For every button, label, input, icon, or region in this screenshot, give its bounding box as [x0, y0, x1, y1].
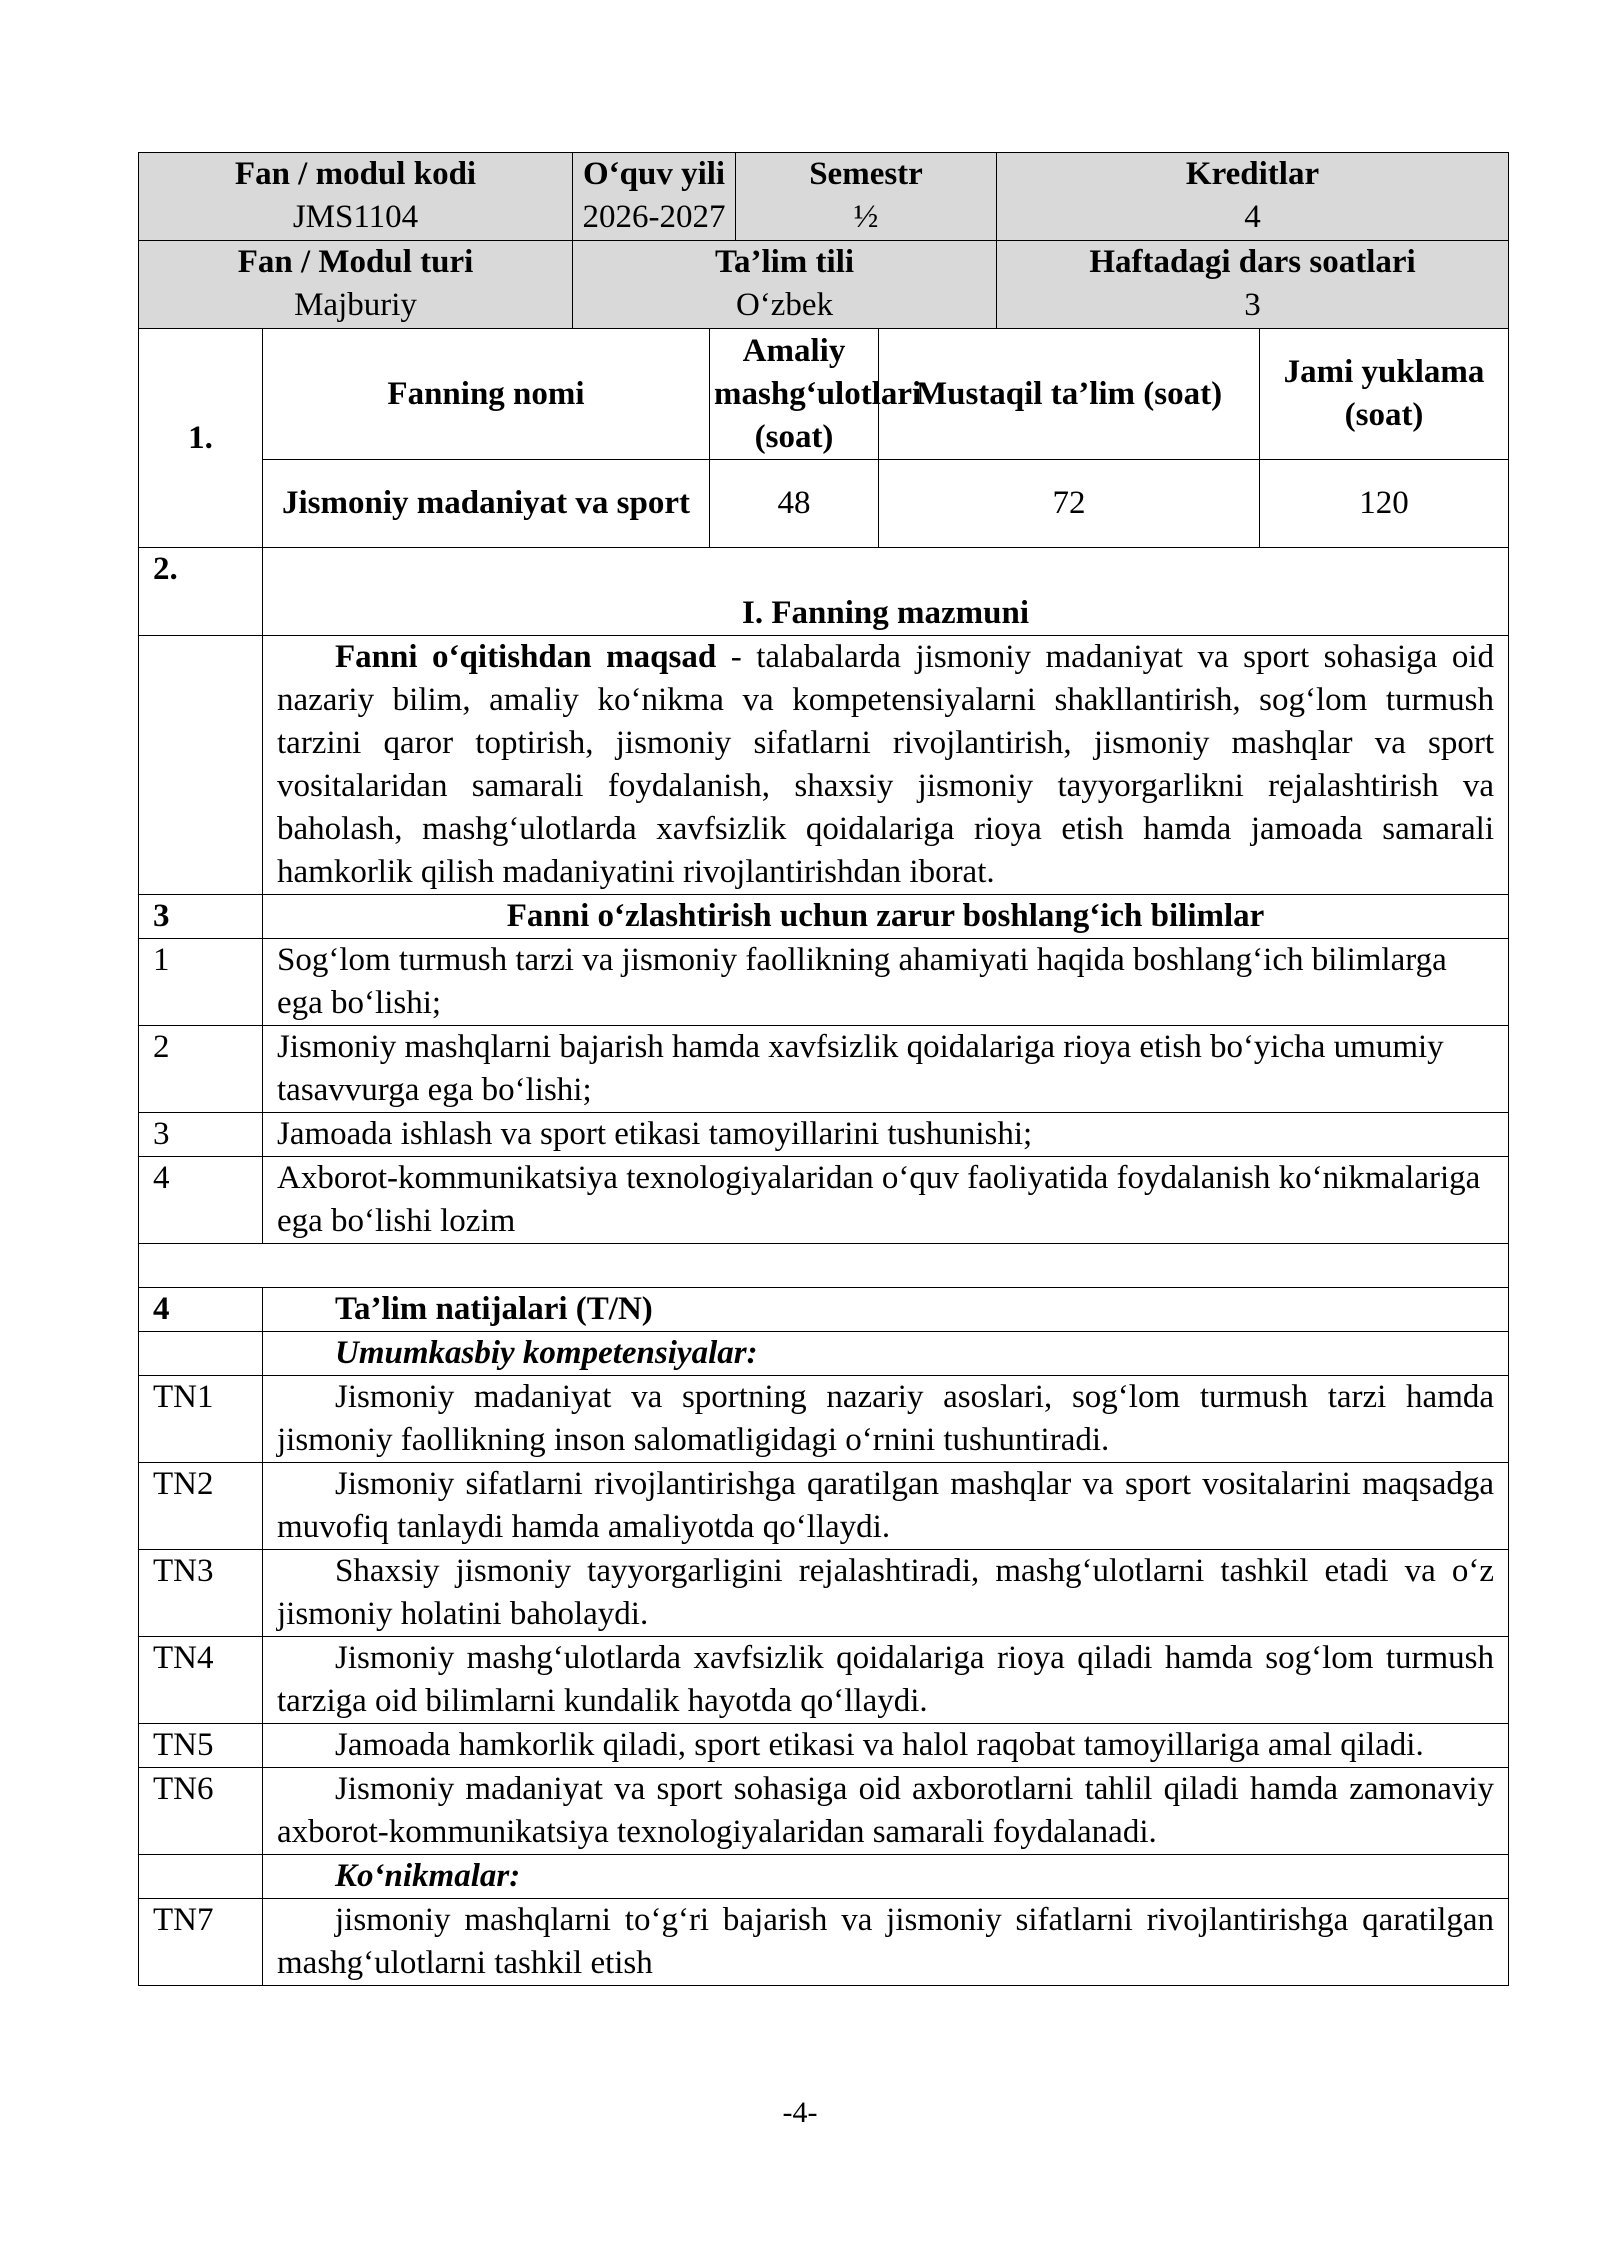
weekly-hours-label: Haftadagi dars soatlari: [1089, 244, 1416, 280]
module-type-value: Majburiy: [294, 287, 417, 323]
credits-label: Kreditlar: [1185, 156, 1320, 192]
course-goal-lead: Fanni o‘qitishdan maqsad: [335, 639, 717, 675]
outcome-text: Jismoniy sifatlarni rivojlantirishga qaratilgan mashqlar va sport vositalarini maqsadga muvofiq tanlaydi hamda amaliyotda qo‘llaydi.: [263, 1463, 1509, 1550]
total-hours-value: 120: [1260, 460, 1509, 548]
outcome-row: [139, 1550, 1509, 1637]
skills-subheading: Ko‘nikmalar:: [263, 1855, 1509, 1899]
outcome-text: Jismoniy madaniyat va sportning nazariy asoslari, sog‘lom turmush tarzi hamda jismoniy faollikning inson salomatligidagi o‘rnini tushuntiradi.: [263, 1376, 1509, 1463]
independent-hours-value: 72: [879, 460, 1260, 548]
outcome-row: [139, 1376, 1509, 1463]
section-2-text-row: [139, 636, 1509, 895]
outcome-text: Jismoniy mashg‘ulotlarda xavfsizlik qoidalariga rioya qiladi hamda sog‘lom turmush tarziga oid bilimlarni kundalik hayotda qo‘llaydi.: [263, 1637, 1509, 1724]
outcome-text: jismoniy mashqlarni to‘g‘ri bajarish va jismoniy sifatlarni rivojlantirishga qaratilgan mashg‘ulotlarni tashkil etish: [263, 1899, 1509, 1986]
outcome-text: Shaxsiy jismoniy tayyorgarligini rejalashtiradi, mashg‘ulotlarni tashkil etadi va o‘z jismoniy holatini baholaydi.: [263, 1550, 1509, 1637]
module-type-label: Fan / Modul turi: [237, 244, 474, 280]
prerequisite-text: Sog‘lom turmush tarzi va jismoniy faollikning ahamiyati haqida boshlang‘ich bilimlarga ega bo‘lishi;: [263, 939, 1509, 1026]
semester-label: Semestr: [809, 156, 923, 192]
header-row-1: [139, 153, 1509, 241]
outcome-code: TN7: [139, 1899, 263, 1986]
page-number: -4-: [782, 2096, 818, 2129]
skills-subheading-row: [139, 1855, 1509, 1899]
outcome-code: TN6: [139, 1768, 263, 1855]
course-values-row: [139, 460, 1509, 548]
academic-year-label: O‘quv yili: [582, 156, 726, 192]
total-hours-header: Jami yuklama (soat): [1260, 329, 1509, 460]
prerequisite-text: Jismoniy mashqlarni bajarish hamda xavfsizlik qoidalariga rioya etish bo‘yicha umumiy tasavvurga ega bo‘lishi;: [263, 1026, 1509, 1113]
prerequisite-row: [139, 1157, 1509, 1244]
section-3-number: 3: [139, 895, 263, 939]
outcome-code: TN2: [139, 1463, 263, 1550]
spacer-row: [139, 1244, 1509, 1288]
outcome-code: TN5: [139, 1724, 263, 1768]
course-header-row: [139, 329, 1509, 460]
course-name-header: Fanning nomi: [263, 329, 710, 460]
prerequisite-text: Axborot-kommunikatsiya texnologiyalaridan o‘quv faoliyatida foydalanish ko‘nikmalariga ega bo‘lishi lozim: [263, 1157, 1509, 1244]
semester-cell: [736, 153, 997, 241]
prerequisite-row: [139, 1113, 1509, 1157]
outcome-row: [139, 1768, 1509, 1855]
academic-year-cell: [573, 153, 736, 241]
practice-hours-value: 48: [710, 460, 879, 548]
academic-year-value: 2026-2027: [582, 199, 726, 235]
header-row-2: [139, 241, 1509, 329]
outcome-code: TN4: [139, 1637, 263, 1724]
syllabus-page: [138, 152, 1508, 1986]
section-1-number: 1.: [139, 329, 263, 548]
section-3-title-row: [139, 895, 1509, 939]
weekly-hours-value: 3: [1244, 287, 1261, 323]
prerequisite-number: 3: [139, 1113, 263, 1157]
outcome-row: [139, 1637, 1509, 1724]
practice-hours-header: Amaliy mashg‘ulotlari (soat): [710, 329, 879, 460]
outcome-code: TN1: [139, 1376, 263, 1463]
credits-value: 4: [1244, 199, 1261, 235]
outcome-code: TN3: [139, 1550, 263, 1637]
competencies-subheading: Umumkasbiy kompetensiyalar:: [263, 1332, 1509, 1376]
empty-cell: [139, 1855, 263, 1899]
outcome-text: Jismoniy madaniyat va sport sohasiga oid axborotlarni tahlil qiladi hamda zamonaviy axborot-kommunikatsiya texnologiyalaridan samarali foydalanadi.: [263, 1768, 1509, 1855]
empty-cell: [139, 636, 263, 895]
module-code-label: Fan / modul kodi: [234, 156, 477, 192]
section-2-title-row: [139, 548, 1509, 636]
outcome-row: [139, 1724, 1509, 1768]
course-name: Jismoniy madaniyat va sport: [263, 460, 710, 548]
prerequisite-text: Jamoada ishlash va sport etikasi tamoyillarini tushunishi;: [263, 1113, 1509, 1157]
section-4-title: Ta’lim natijalari (T/N): [263, 1288, 1509, 1332]
outcome-text: Jamoada hamkorlik qiladi, sport etikasi va halol raqobat tamoyillariga amal qiladi.: [263, 1724, 1509, 1768]
prerequisite-number: 4: [139, 1157, 263, 1244]
empty-cell: [139, 1332, 263, 1376]
module-code-cell: [139, 153, 573, 241]
section-2-number: 2.: [139, 548, 263, 636]
syllabus-table: [138, 152, 1509, 1986]
language-value: O‘zbek: [735, 287, 834, 323]
course-goal-text: [263, 636, 1509, 895]
prerequisite-number: 2: [139, 1026, 263, 1113]
weekly-hours-cell: [997, 241, 1509, 329]
semester-value: ½: [853, 199, 879, 235]
outcome-row: [139, 1463, 1509, 1550]
credits-cell: [997, 153, 1509, 241]
section-4-number: 4: [139, 1288, 263, 1332]
language-cell: [573, 241, 997, 329]
language-label: Ta’lim tili: [714, 244, 855, 280]
module-code-value: JMS1104: [292, 199, 419, 235]
empty-cell: [139, 1244, 1509, 1288]
course-goal-body: - talabalarda jismoniy madaniyat va sport sohasiga oid nazariy bilim, amaliy ko‘nikma va kompetensiyalarni shakllantirish, sog‘lom turmush tarzini qaror toptirish, jismoniy sifatlarni rivojlantirish, jismoniy mashqlar va sport vositalaridan samarali foydalanish, shaxsiy jismoniy tayyorgarlikni rejalashtirish va baholash, mashg‘ulotlarda xavfsizlik qoidalariga rioya etish hamda jamoada samarali hamkorlik qilish madaniyatini rivojlantirishdan iborat.: [277, 639, 1495, 890]
module-type-cell: [139, 241, 573, 329]
prerequisite-number: 1: [139, 939, 263, 1026]
section-3-title: Fanni o‘zlashtirish uchun zarur boshlang‘ich bilimlar: [263, 895, 1509, 939]
section-2-title: I. Fanning mazmuni: [263, 548, 1509, 636]
section-4-title-row: [139, 1288, 1509, 1332]
independent-hours-header: Mustaqil ta’lim (soat): [879, 329, 1260, 460]
prerequisite-row: [139, 939, 1509, 1026]
competencies-subheading-row: [139, 1332, 1509, 1376]
outcome-row: [139, 1899, 1509, 1986]
prerequisite-row: [139, 1026, 1509, 1113]
